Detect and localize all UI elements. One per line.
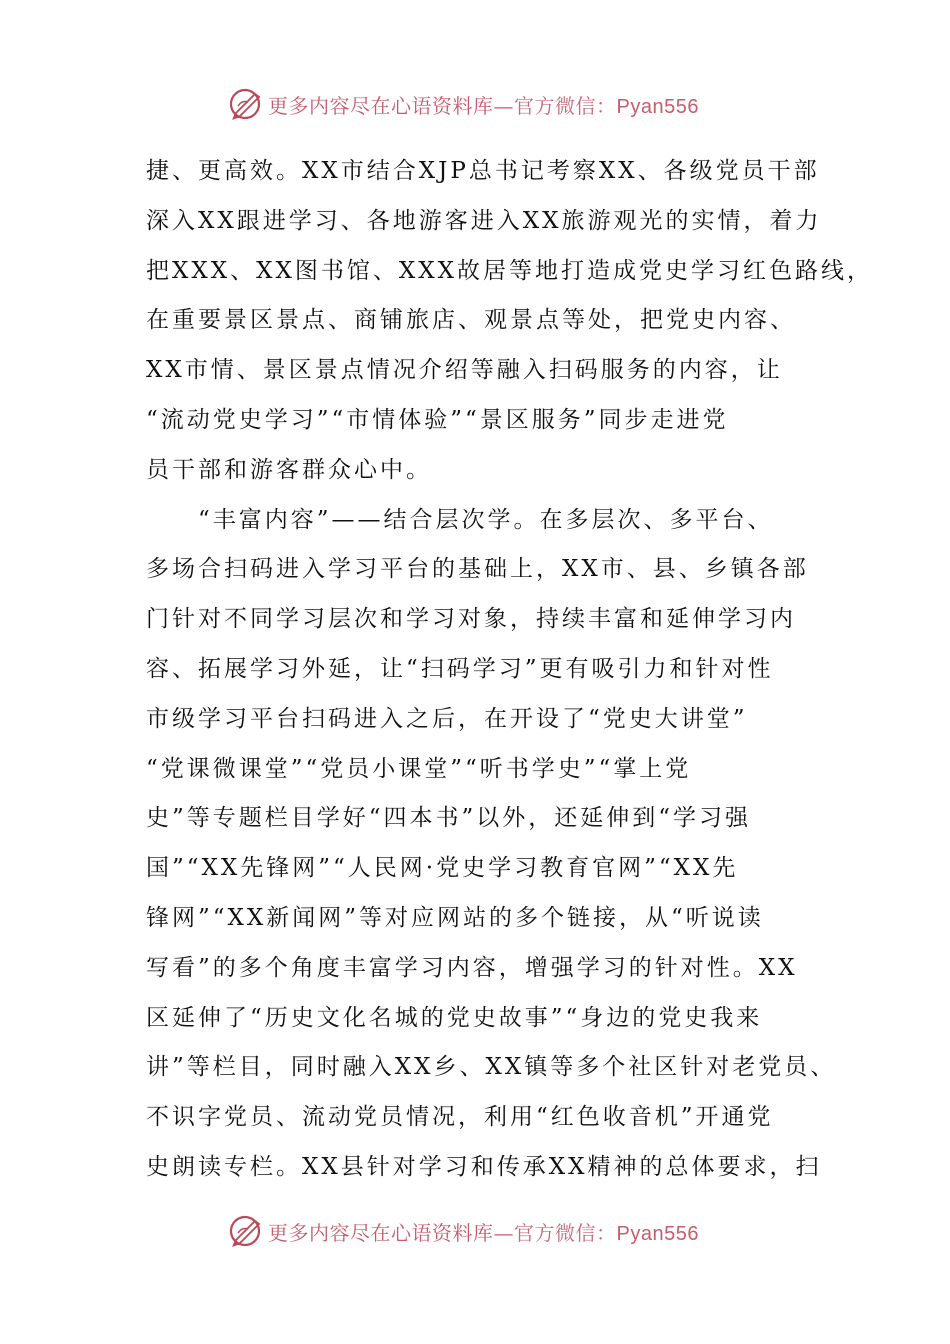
text-line: 区延伸了“历史文化名城的党史故事”“身边的党史我来 <box>146 1004 763 1031</box>
text-line: 多场合扫码进入学习平台的基础上，XX市、县、乡镇各部 <box>146 556 809 583</box>
text-line: 在重要景区景点、商铺旅店、观景点等处，把党史内容、 <box>146 307 796 334</box>
text-line: “党课微课堂”“党员小课堂”“听书学史”“掌上党 <box>146 755 692 782</box>
text-line: 写看”的多个角度丰富学习内容，增强学习的针对性。XX <box>146 954 798 981</box>
text-line: “丰富内容”——结合层次学。在多层次、多平台、 <box>146 506 774 533</box>
header-banner <box>228 82 699 126</box>
pen-circle-logo-icon <box>228 1213 264 1249</box>
banner-wechat-id: Pyan556 <box>616 1222 699 1245</box>
text-line: 捷、更高效。XX市结合XJP总书记考察XX、各级党员干部 <box>146 158 820 184</box>
banner-dash: — <box>493 93 514 118</box>
text-line: XX市情、景区景点情况介绍等融入扫码服务的内容，让 <box>146 357 783 384</box>
pen-circle-logo-icon <box>228 86 264 122</box>
banner-text <box>268 1217 699 1246</box>
text-line: 深入XX跟进学习、各地游客进入XX旅游观光的实情，着力 <box>146 207 822 234</box>
text-line: “流动党史学习”“市情体验”“景区服务”同步走进党 <box>146 406 729 433</box>
footer-banner <box>228 1209 699 1253</box>
banner-sub-text: 官方微信： <box>514 1220 617 1245</box>
text-line: 史”等专题栏目学好“四本书”以外，还延伸到“学习强 <box>146 805 752 832</box>
text-line: 门针对不同学习层次和学习对象，持续丰富和延伸学习内 <box>146 606 796 633</box>
document-body <box>146 147 873 1193</box>
banner-wechat-id: Pyan556 <box>616 95 699 118</box>
text-line: 锋网”“XX新闻网”等对应网站的多个链接，从“听说读 <box>146 904 764 931</box>
text-line: 容、拓展学习外延，让“扫码学习”更有吸引力和针对性 <box>146 655 774 682</box>
text-line: 员干部和游客群众心中。 <box>146 456 432 483</box>
text-line: 国”“XX先锋网”“人民网·党史学习教育官网”“XX先 <box>146 855 739 882</box>
text-line: 不识字党员、流动党员情况，利用“红色收音机”开通党 <box>146 1104 774 1131</box>
text-line: 把XXX、XX图书馆、XXX故居等地打造成党史学习红色路线， <box>146 257 873 284</box>
text-line: 讲”等栏目，同时融入XX乡、XX镇等多个社区针对老党员、 <box>146 1054 837 1081</box>
banner-main-text: 更多内容尽在心语资料库 <box>268 93 494 118</box>
text-line: 市级学习平台扫码进入之后，在开设了“党史大讲堂” <box>146 705 748 732</box>
banner-dash: — <box>493 1220 514 1245</box>
banner-text <box>268 90 699 119</box>
banner-main-text: 更多内容尽在心语资料库 <box>268 1220 494 1245</box>
banner-sub-text: 官方微信： <box>514 93 617 118</box>
text-line: 史朗读专栏。XX县针对学习和传承XX精神的总体要求，扫 <box>146 1153 822 1180</box>
